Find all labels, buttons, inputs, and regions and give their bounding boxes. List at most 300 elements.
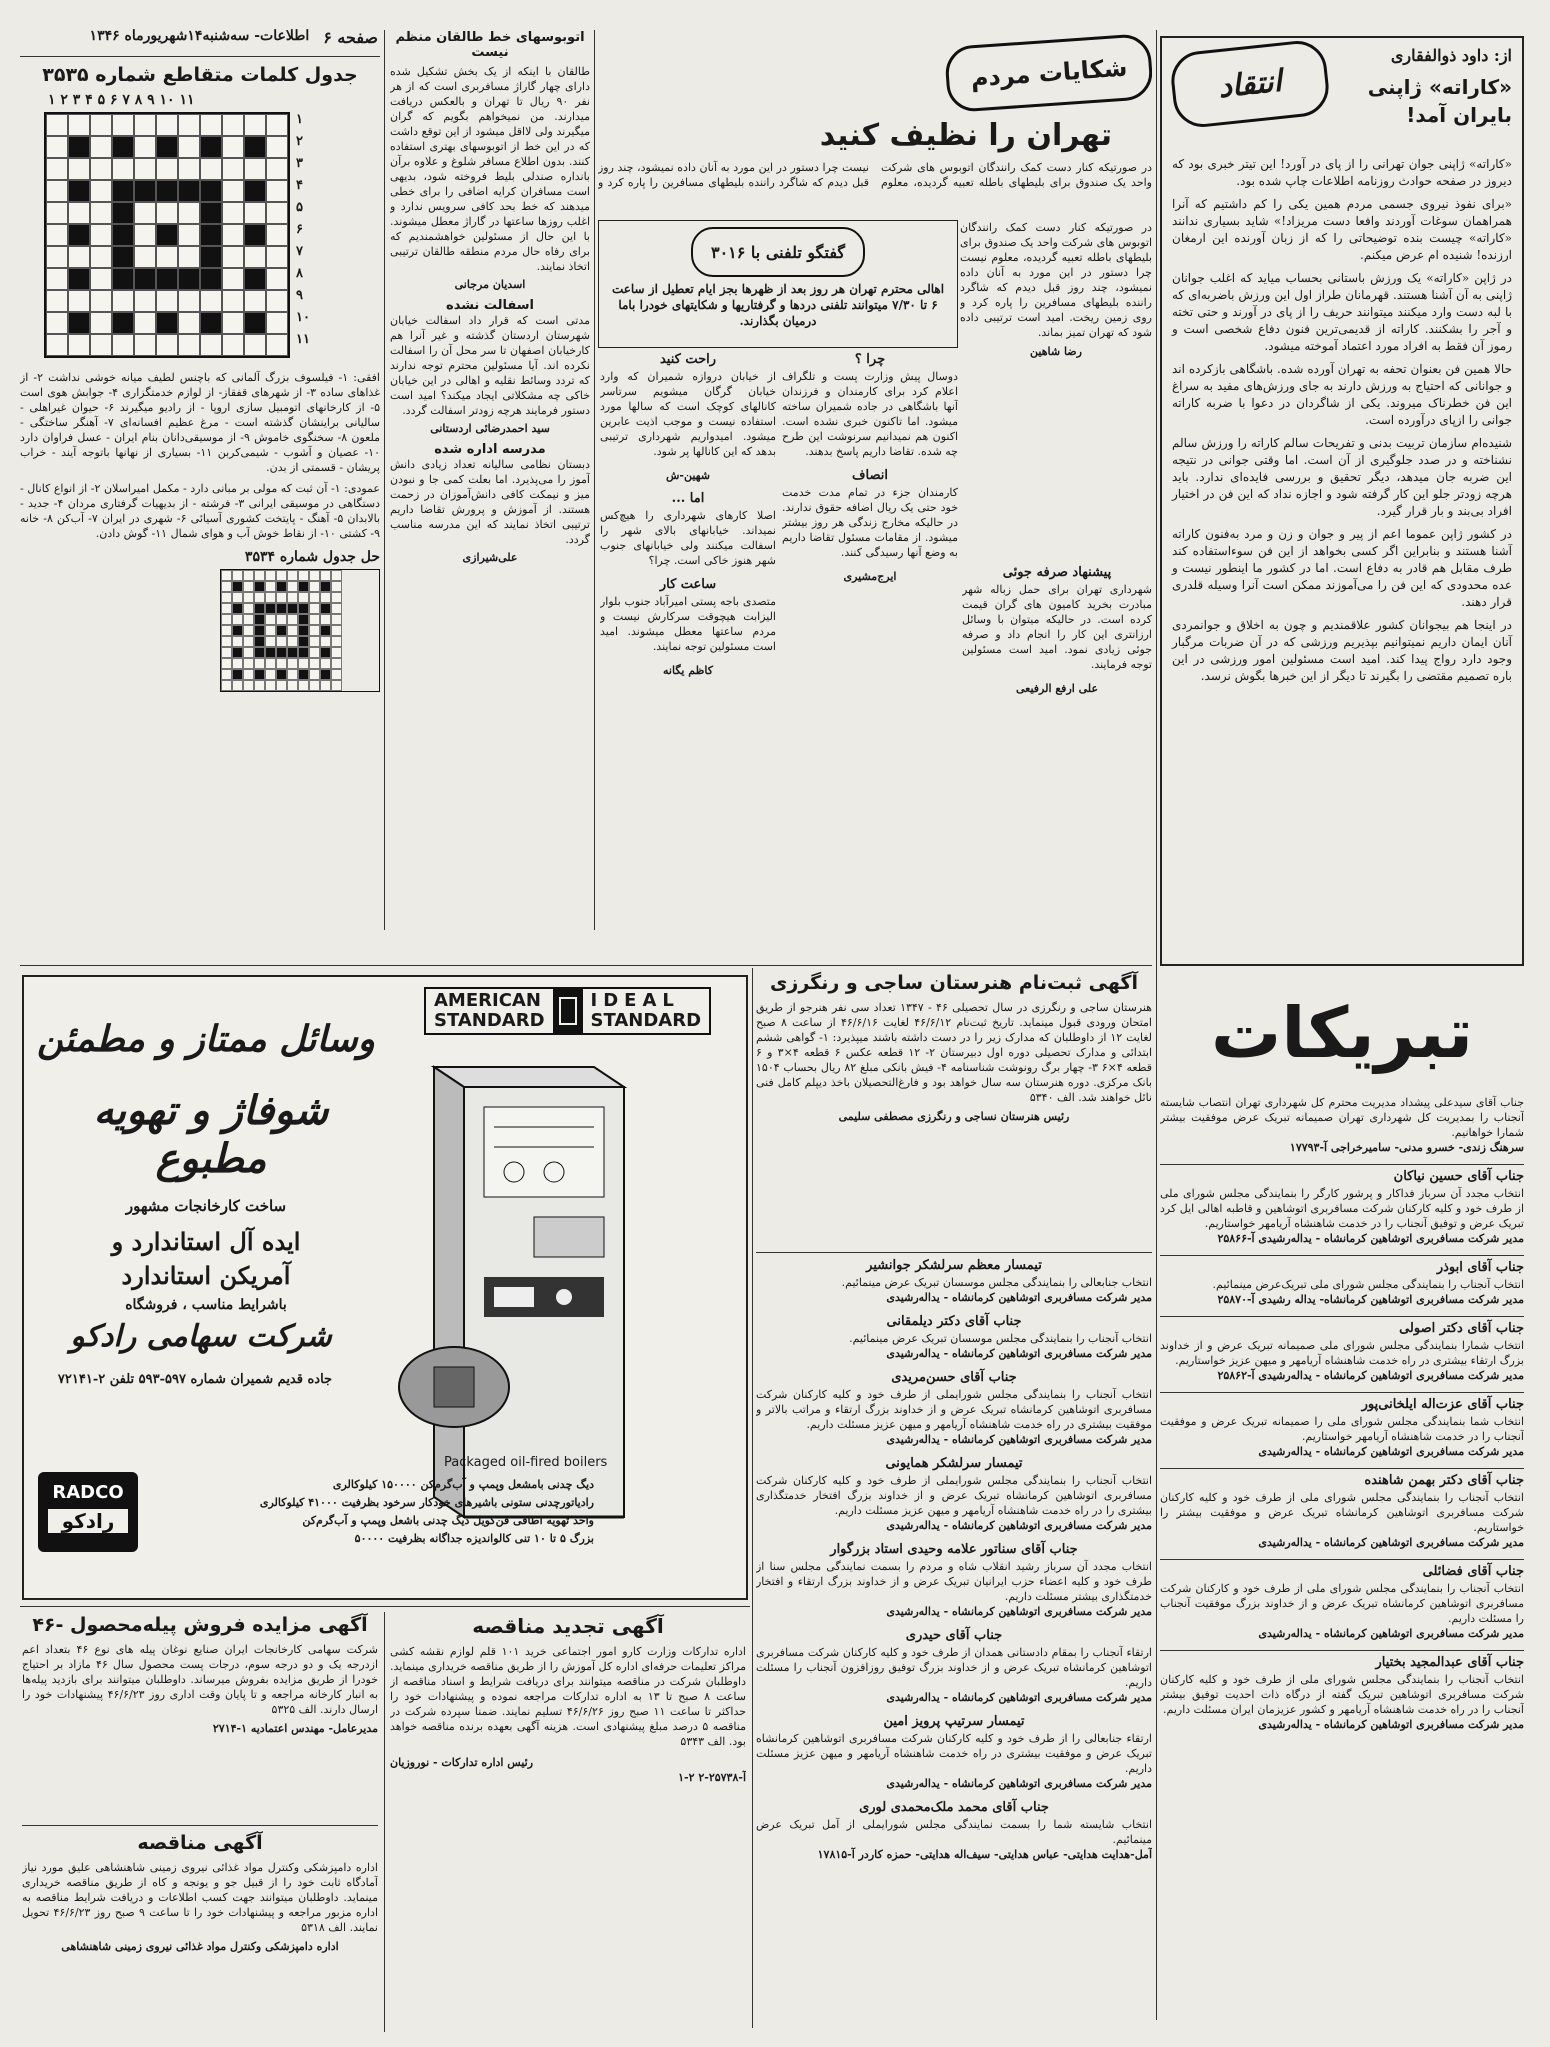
crossword-cell xyxy=(232,669,243,680)
crossword-cell xyxy=(243,647,254,658)
crossword-cell[interactable] xyxy=(244,224,266,246)
crossword-cell[interactable] xyxy=(90,202,112,224)
crossword-answer-grid xyxy=(220,569,380,692)
crossword-cell[interactable] xyxy=(222,268,244,290)
bus-headline: اتوبوسهای خط طالقان منظم نیست xyxy=(395,30,585,60)
congrats-sign: مدیر شرکت مسافربری اتوشاهین کرمانشاه - یداله‌رشیدی xyxy=(886,1777,1152,1790)
tabrikat-item-sign: مدیر شرکت مسافربری اتوشاهین کرمانشاه - یداله‌رشیدی xyxy=(1258,1627,1524,1640)
crossword-cell[interactable] xyxy=(178,290,200,312)
crossword-cell[interactable] xyxy=(266,202,288,224)
crossword-cell[interactable] xyxy=(156,202,178,224)
crossword-cell[interactable] xyxy=(112,180,134,202)
crossword-cell[interactable] xyxy=(200,268,222,290)
crossword-cell[interactable] xyxy=(46,290,68,312)
crossword-cell[interactable] xyxy=(244,136,266,158)
critique-title: «کاراته» ژاپنی بایران آمد! xyxy=(1367,75,1512,127)
crossword-cell xyxy=(254,625,265,636)
phone-item-body: اصلا کارهای شهرداری را هیچ‌کس نمیداند. خیابانهای بالای شهر را اسفالت میکنند ولی خیابانهای جنوب شهر هنوز خاکی است. چرا؟ xyxy=(600,509,776,567)
crossword-cell[interactable] xyxy=(46,224,68,246)
crossword-cell[interactable] xyxy=(112,312,134,334)
congrats-body: انتخاب آنجناب را بنمایندگی مجلس شورایملی از طرف خود و کلیه کارکنان شرکت مسافربری اتوشاهین کرمانشاه تبریک عرض و از خداوند بزرگ ارتقاء و مراتب بالاتر و موفقیت بیشتری در راه خدمت شاهنشاه آریامهر و میهن عزیز مسئلت داریم. xyxy=(756,1388,1152,1431)
shekayat-side-signature: رضا شاهین xyxy=(1030,345,1082,358)
crossword-cell xyxy=(331,570,342,581)
crossword-cell[interactable] xyxy=(156,290,178,312)
tender-ad-title: آگهی تجدید مناقصه xyxy=(472,1614,664,1638)
phone-notice: اهالی محترم تهران هر روز بعد از ظهرها بجز ایام تعطیل از ساعت ۶ تا ۷/۳۰ میتوانند تلفنی دردها و گرفتاریها و شکایتهای خودرا باما درمیان بگذارند. xyxy=(611,282,945,328)
crossword-cell xyxy=(265,658,276,669)
crossword-cell[interactable] xyxy=(46,180,68,202)
crossword-cell[interactable] xyxy=(90,334,112,356)
tender-ad-body: اداره تدارکات وزارت کارو امور اجتماعی خرید ۱۰۱ قلم لوازم نقشه کشی مراکز تعلیمات حرفه‌ای اداره کل آموزش را از طریق مناقصه خریداری مینماید. داوطلبان شرکت در مناقصه میتوانند برای دریافت شرایط و اسناد مناقصه از ساعت ۸ صبح تا ۱۳ به اداره تدارکات مراجعه نموده و پیشنهادات خود را حداکثر تا ساعت ۱۱ صبح روز ۴۶/۶/۲۶ تسلیم نمایند. ضمنا سپرده شرکت در مناقصه ۵ درصد مبلغ پیشنهادی است. هزینه آگهی بعهده برنده مناقصه خواهد بود. الف ۵۳۴۳ xyxy=(390,1645,746,1748)
crossword-cell[interactable] xyxy=(156,180,178,202)
crossword-cell xyxy=(309,658,320,669)
crossword-cell xyxy=(298,614,309,625)
crossword-cell[interactable] xyxy=(178,180,200,202)
crossword-cell xyxy=(276,581,287,592)
crossword-cell[interactable] xyxy=(134,312,156,334)
crossword-cell xyxy=(298,625,309,636)
crossword-cell[interactable] xyxy=(244,268,266,290)
crossword-cell[interactable] xyxy=(266,136,288,158)
crossword-cell[interactable] xyxy=(222,158,244,180)
crossword-cell[interactable] xyxy=(244,114,266,136)
crossword-cell[interactable] xyxy=(200,224,222,246)
crossword-cell xyxy=(221,669,232,680)
crossword-cell[interactable] xyxy=(178,202,200,224)
crossword-clues-vertical: عمودی: ۱- آن ثبت که مولی بر مبانی دارد - مکمل امیراسلان ۲- از انواع کانال - دستگاهی در موسیقی ایرانی ۳- فرشته - از بدیهیات گرفتاری مردان ۴- جدید - بالابدان ۵- آهنگ - پایتخت کشوری آسیائی ۶- شهری در ایران ۷- آب‌کن ۸- خانه ۹- کشتی ۱۰- از نقاط خوش آب و هوای شمال ۱۱- گوش دادن. xyxy=(20,482,380,540)
crossword-cell[interactable] xyxy=(46,334,68,356)
crossword-cell xyxy=(243,625,254,636)
crossword-cell[interactable] xyxy=(200,114,222,136)
phone-logo xyxy=(691,227,865,277)
congrats-title: جناب آقای حسن‌مریدی xyxy=(891,1370,1017,1385)
critique-author: از: داود ذوالفقاری xyxy=(1390,46,1512,65)
phone-item-body: دوسال پیش وزارت پست و تلگراف اعلام کرد برای کارمندان و فرزندان آنها باشگاهی در جاده شمیران ساخته میشود. اما تاکنون خبری نشده است. اکنون هم نمیدانیم سرنوشت این طرح چه شده. تقاضا داریم پاسخ بدهند. xyxy=(782,370,958,458)
crossword-cell[interactable] xyxy=(178,158,200,180)
crossword-cell[interactable] xyxy=(134,202,156,224)
crossword-cell xyxy=(243,603,254,614)
crossword-cell[interactable] xyxy=(156,312,178,334)
crossword-cell[interactable] xyxy=(68,158,90,180)
phone-items-col-mid xyxy=(600,352,776,912)
crossword-cell[interactable] xyxy=(200,158,222,180)
crossword-cell xyxy=(254,603,265,614)
crossword-cell[interactable] xyxy=(90,136,112,158)
crossword-cell xyxy=(276,636,287,647)
crossword-cell[interactable] xyxy=(68,202,90,224)
crossword-answer-title: حل جدول شماره ۳۵۳۴ xyxy=(244,549,380,565)
critique-paragraph: شنیده‌ام سازمان تربیت بدنی و تفریحات سالم کاراته را ورزش سالم نشناخته و در صدد جلوگیری از آن است. اما وقتی جوانی در نتیجه این ضربه جان میدهد، دیگر تحقیق و بررسی فایده‌ای ندارد. باید هرچه زودتر جلو این کار گرفته شود و اجازه نداد که این فن در اختیار افراد بی‌بند و بار قرار گیرد. xyxy=(1172,436,1512,518)
crossword-cell xyxy=(265,592,276,603)
crossword-cell[interactable] xyxy=(134,136,156,158)
crossword-cell xyxy=(276,614,287,625)
congrats-item xyxy=(756,1456,1152,1533)
heater-spec: رادیاتورچدنی ستونی باشیرهای خودکار سرخود بظرفیت ۴۱۰۰۰ کیلوکالری xyxy=(259,1496,594,1509)
crossword-cell xyxy=(309,603,320,614)
tabrikat-item-title: جناب آقای ابوذر xyxy=(1436,1260,1524,1275)
crossword-cell xyxy=(265,603,276,614)
crossword-cell[interactable] xyxy=(178,268,200,290)
tabrikat-item-sign: مدیر شرکت مسافربری اتوشاهین کرمانشاه- یداله رشیدی آ-۲۵۸۷۰ xyxy=(1217,1293,1524,1306)
crossword-cell xyxy=(221,603,232,614)
crossword-cell[interactable] xyxy=(68,290,90,312)
crossword-cell[interactable] xyxy=(222,114,244,136)
heater-headline-1: وسائل ممتاز و مطمئن xyxy=(37,1018,375,1060)
crossword-cell[interactable] xyxy=(134,180,156,202)
shekayat-logo-text: شکایات مردم xyxy=(969,53,1129,93)
crossword-cell xyxy=(331,603,342,614)
crossword-cell[interactable] xyxy=(244,312,266,334)
crossword-cell xyxy=(331,658,342,669)
heater-brand-ideal: IDEAL xyxy=(590,990,680,1011)
tabrikat-title: تبریکات xyxy=(1210,991,1474,1074)
crossword-cell[interactable] xyxy=(46,312,68,334)
crossword-cell[interactable] xyxy=(134,114,156,136)
crossword-cell[interactable] xyxy=(90,312,112,334)
crossword-cell xyxy=(265,581,276,592)
crossword-cell xyxy=(254,680,265,691)
crossword-cell xyxy=(265,570,276,581)
crossword-cell xyxy=(320,647,331,658)
crossword-cell xyxy=(254,592,265,603)
crossword-grid[interactable] xyxy=(44,112,290,358)
crossword-cell[interactable] xyxy=(68,334,90,356)
crossword-cell[interactable] xyxy=(266,334,288,356)
heater-brand-standard-right: STANDARD xyxy=(590,1010,702,1031)
crossword-cell[interactable] xyxy=(90,268,112,290)
crossword-cell[interactable] xyxy=(222,334,244,356)
crossword-cell xyxy=(287,680,298,691)
crossword-cell xyxy=(254,636,265,647)
crossword-cell xyxy=(221,680,232,691)
school-ad-body: هنرستان ساجی و رنگرزی در سال تحصیلی ۴۶ - ۱۳۴۷ تعداد سی نفر هنرجو از طریق امتحان ورودی قبول مینماید. تاریخ ثبت‌نام ۴۶/۶/۱۲ لغایت ۴۶/۶/۱۶ از ساعت ۸ صبح لغایت ۱۲ از داوطلبان که مدارک زیر را در دست داشته باشند میپذیرد: ۱- گواهی ششم ابتدائی و مدارک تحصیلی دوره اول دبیرستان ۲- ۱۲ قطعه عکس ۶ قطعه ۴×۳ و ۶ قطعه ۴×۶ ۳- چهار برگ رونوشت شناسنامه ۴- فیش بانکی مبلغ ۸۲ ریال بحساب ۱۵۰۴ بانک مرکزی. دوره هنرستان سه سال خواهد بود و فارغ‌التحصیلان باخذ دیپلم کامل فنی نائل خواهند شد. الف ۵۳۴۰ xyxy=(756,1001,1152,1104)
crossword-cell[interactable] xyxy=(244,202,266,224)
congrats-sign: مدیر شرکت مسافربری اتوشاهین کرمانشاه - یداله‌رشیدی xyxy=(886,1347,1152,1360)
radco-logo xyxy=(38,1472,138,1552)
crossword-cell[interactable] xyxy=(90,246,112,268)
phone-item-title: انصاف xyxy=(852,468,888,483)
critique-logo-text: انتقاد xyxy=(1216,63,1284,105)
crossword-cell xyxy=(232,647,243,658)
crossword-cell[interactable] xyxy=(112,246,134,268)
crossword-cell[interactable] xyxy=(112,158,134,180)
crossword-cell xyxy=(243,592,254,603)
crossword-cell[interactable] xyxy=(222,312,244,334)
crossword-cell xyxy=(221,658,232,669)
congrats-item xyxy=(756,1542,1152,1619)
crossword-cell xyxy=(232,614,243,625)
tabrikat-item-title: جناب آقای حسین نیاکان xyxy=(1393,1169,1524,1184)
crossword-cell[interactable] xyxy=(222,246,244,268)
crossword-cell[interactable] xyxy=(222,136,244,158)
congrats-title: جناب آقای سناتور علامه وحیدی استاد بزرگوار xyxy=(830,1542,1078,1557)
crossword-cell xyxy=(265,614,276,625)
crossword-cell[interactable] xyxy=(156,334,178,356)
crossword-section xyxy=(20,60,380,930)
crossword-cell[interactable] xyxy=(222,180,244,202)
phone-item-title: راحت کنید xyxy=(659,352,717,367)
crossword-cell xyxy=(320,570,331,581)
bus-article-body: طالقان با اینکه از یک بخش تشکیل شده دارای چهار گاراژ مسافربری است که از هر نفر ۹۰ ریال تا تهران و بالعکس دریافت میدارند. من نمیخواهم بگویم که گران میگیرند ولی لااقل میشود از این توقع داشت که در این خط از اتوبوسهای بهتری استفاده کنند. بدون اطلاع مسافر شلوغ و علاوه برآن بانداره صندلی بلیط فروخته شود، بدیهی است مسافران کرایه اضافی را برای خطی میدهند که خط بحد کافی سرویس ندارد و اغلب روزها ساعتها در گاراژ معطل میشوند. با این حال از مسئولین خواهشمندیم که برای رفاه حال مردم منطقه طالقان ترتیبی اتخاذ نمایند. xyxy=(390,65,590,273)
phone-items-col-left xyxy=(962,565,1152,925)
crossword-cell xyxy=(254,570,265,581)
row-number: ۲ xyxy=(296,134,303,149)
crossword-cell xyxy=(243,636,254,647)
phone-item-title: ساعت کار xyxy=(659,577,717,592)
tabrikat-item-sign: مدیر شرکت مسافربری اتوشاهین کرمانشاه - یداله‌رشیدی xyxy=(1258,1718,1524,1731)
crossword-cell xyxy=(232,636,243,647)
crossword-cell[interactable] xyxy=(112,114,134,136)
crossword-cell[interactable] xyxy=(244,290,266,312)
tabrikat-item-sign: مدیر شرکت مسافربری اتوشاهین کرمانشاه - یداله‌رشیدی آ-۲۵۸۶۲ xyxy=(1217,1369,1524,1382)
congrats-title: جناب آقای محمد ملک‌محمدی لوری xyxy=(859,1800,1049,1815)
crossword-cell xyxy=(265,647,276,658)
tabrikat-item-title: جناب آقای دکتر بهمن شاهنده xyxy=(1364,1473,1524,1488)
tabrikat-item-body: انتخاب شمارا بنمایندگی مجلس شورای ملی صمیمانه تبریک عرض و از خداوند بزرگ ارتقاء بیشتری در راه خدمت شاهنشاه آریامهر و میهن عزیز خواستاریم. xyxy=(1160,1339,1524,1367)
crossword-cell xyxy=(243,581,254,592)
tabrikat-item-sign: مدیر شرکت مسافربری اتوشاهین کرمانشاه - یداله‌رشیدی آ-۲۵۸۶۶ xyxy=(1217,1232,1524,1245)
crossword-cell[interactable] xyxy=(46,246,68,268)
crossword-cell[interactable] xyxy=(90,224,112,246)
cocoon-ad-sign: مدیرعامل- مهندس اعتمادیه ۱-۲۷۱۴ xyxy=(212,1722,378,1735)
heater-spec: دیگ چدنی بامشعل وپمپ و آب‌گرم‌کن ۱۵۰۰۰۰ کیلوکالری xyxy=(332,1478,594,1491)
tabrikat-item-body: انتخاب آنجناب را بنمایندگی مجلس شورای ملی تبریک‌عرض مینمائیم. xyxy=(1212,1278,1524,1291)
crossword-cell[interactable] xyxy=(90,180,112,202)
critique-column xyxy=(1160,36,1524,966)
crossword-cell[interactable] xyxy=(68,246,90,268)
crossword-cell xyxy=(331,647,342,658)
school-ad-title: آگهی ثبت‌نام هنرستان ساجی و رنگرزی xyxy=(770,972,1138,994)
issue-date: اطلاعات- سه‌شنبه۱۴شهریورماه ۱۳۴۶ xyxy=(89,28,310,44)
critique-logo xyxy=(1168,38,1331,130)
crossword-cell[interactable] xyxy=(156,224,178,246)
shekayat-intro: در صورتیکه کنار دست کمک رانندگان اتوبوس های شرکت واحد یک صندوق برای بلیطهای باطله تعبیه گردیده، معلوم نیست چرا دستور در این مورد به آنان داده نمیشود، چند روز قبل دیدم که شاگرد راننده بلیطهای مسافرین را پاره کرد و xyxy=(598,161,1152,189)
crossword-cell xyxy=(309,636,320,647)
crossword-cell[interactable] xyxy=(68,136,90,158)
crossword-cell[interactable] xyxy=(90,290,112,312)
crossword-cell[interactable] xyxy=(244,158,266,180)
crossword-cell[interactable] xyxy=(156,268,178,290)
crossword-cell xyxy=(265,680,276,691)
crossword-cell[interactable] xyxy=(68,312,90,334)
row-number: ۹ xyxy=(296,288,303,303)
crossword-cell[interactable] xyxy=(112,290,134,312)
congrats-title: تیمسار سرلشکر همایونی xyxy=(885,1456,1023,1471)
crossword-cell[interactable] xyxy=(200,136,222,158)
tabrikat-item-title: جناب آقای فضائلی xyxy=(1422,1564,1524,1579)
article-school-title: مدرسه اداره شده xyxy=(434,442,546,457)
crossword-cell xyxy=(331,625,342,636)
crossword-cell xyxy=(309,669,320,680)
crossword-cell[interactable] xyxy=(112,224,134,246)
boiler-icon xyxy=(394,1047,644,1547)
crossword-cell[interactable] xyxy=(134,290,156,312)
congrats-sign: مدیر شرکت مسافربری اتوشاهین کرمانشاه - یداله‌رشیدی xyxy=(886,1519,1152,1532)
crossword-cell xyxy=(287,647,298,658)
crossword-cell[interactable] xyxy=(46,268,68,290)
crossword-cell[interactable] xyxy=(266,114,288,136)
crossword-cell[interactable] xyxy=(112,202,134,224)
crossword-cell xyxy=(232,592,243,603)
crossword-cell[interactable] xyxy=(112,334,134,356)
crossword-cell[interactable] xyxy=(200,202,222,224)
row-number: ۱۰ xyxy=(296,310,310,325)
shekayat-side-text xyxy=(960,220,1152,560)
crossword-cell[interactable] xyxy=(244,246,266,268)
tabrikat-item xyxy=(1160,1095,1524,1155)
congrats-item xyxy=(756,1800,1152,1862)
crossword-cell[interactable] xyxy=(90,158,112,180)
congrats-sign: مدیر شرکت مسافربری اتوشاهین کرمانشاه - یداله‌رشیدی xyxy=(886,1691,1152,1704)
crossword-cell[interactable] xyxy=(222,202,244,224)
school-ad xyxy=(756,968,1152,1248)
crossword-cell[interactable] xyxy=(46,202,68,224)
crossword-cell[interactable] xyxy=(90,114,112,136)
tender-ad-sign: رئیس اداره تدارکات - نوروزیان xyxy=(390,1756,534,1769)
crossword-cell[interactable] xyxy=(46,114,68,136)
crossword-cell xyxy=(320,658,331,669)
tabrikat-item-body: انتخاب شما بنمایندگی مجلس شورای ملی را صمیمانه تبریک عرض و موفقیت آنجناب را در خدمت شاهنشاه آریامهر خواستاریم. xyxy=(1160,1415,1524,1443)
crossword-cell xyxy=(232,570,243,581)
heater-ad xyxy=(22,975,748,1600)
heater-caption: Packaged oil-fired boilers xyxy=(444,1455,608,1470)
crossword-cell xyxy=(221,647,232,658)
crossword-cell[interactable] xyxy=(156,136,178,158)
crossword-cell[interactable] xyxy=(46,158,68,180)
phone-box xyxy=(598,220,958,348)
crossword-cell[interactable] xyxy=(134,158,156,180)
crossword-cell xyxy=(331,592,342,603)
crossword-cell xyxy=(287,669,298,680)
crossword-cell[interactable] xyxy=(134,246,156,268)
tabrikat-header xyxy=(1160,975,1524,1090)
tabrikat-item-body: انتخاب آنجناب را بنمایندگی مجلس شورای ملی از طرف خود و کلیه کارکنان شرکت مسافربری اتوشاهین تبریک گفته از درگاه ذات احدیت توفیق بیشتر آنجناب را در راه خدمت شاهنشاه آریامهر و کشور عزیزمان ایران مسئلت داریم. xyxy=(1160,1673,1524,1716)
row-number: ۶ xyxy=(296,222,303,237)
crossword-cell xyxy=(243,680,254,691)
row-number: ۱۱ xyxy=(296,332,310,347)
crossword-cell[interactable] xyxy=(156,246,178,268)
crossword-cell[interactable] xyxy=(266,246,288,268)
crossword-cell[interactable] xyxy=(112,268,134,290)
congrats-item xyxy=(756,1314,1152,1361)
crossword-cell[interactable] xyxy=(112,136,134,158)
crossword-cell xyxy=(276,669,287,680)
tender-ad-code: آ-۲۵۷۳۸-۲ ۲-۱ xyxy=(678,1771,746,1784)
tabrikat-item xyxy=(1160,1655,1524,1732)
crossword-cell[interactable] xyxy=(178,246,200,268)
crossword-cell[interactable] xyxy=(200,312,222,334)
crossword-cell xyxy=(320,603,331,614)
crossword-cell[interactable] xyxy=(178,312,200,334)
crossword-cell[interactable] xyxy=(68,114,90,136)
crossword-cell[interactable] xyxy=(46,136,68,158)
crossword-cell xyxy=(232,625,243,636)
crossword-cell[interactable] xyxy=(200,180,222,202)
tabrikat-item-body: انتخاب آنجناب را بنمایندگی مجلس شورای ملی از طرف خود و کلیه کارکنان شرکت مسافربری اتوشاهین کرمانشاه تبریک عرض و موفقیت بیشتر را خواستاریم. xyxy=(1160,1491,1524,1534)
phone-item-body: از خیابان دروازه شمیران که وارد خیابان گرگان میشویم سرتاسر کانالهای کوچک است که سالها مورد استفاده نیست و موجب اذیت عابرین میشود. امیدواریم شهرداری ترتیبی بدهد که این کانالها پر شود. xyxy=(600,370,776,458)
tabrikat-item-body: انتخاب آنجناب را بنمایندگی مجلس شورای ملی از طرف خود و کارکنان شرکت مسافربری اتوشاهین کرمانشاه تبریک عرض و از خداوند بزرگ موفقیت آنجناب را مسئلت داریم. xyxy=(1160,1582,1524,1625)
crossword-cell xyxy=(320,592,331,603)
crossword-cell xyxy=(309,625,320,636)
phone-item-title: چرا ؟ xyxy=(854,352,886,367)
boiler-illustration xyxy=(394,1047,644,1547)
crossword-cell[interactable] xyxy=(200,290,222,312)
heater-brand-logo xyxy=(424,987,711,1035)
crossword-cell[interactable] xyxy=(244,334,266,356)
crossword-cell[interactable] xyxy=(222,224,244,246)
crossword-cell[interactable] xyxy=(222,290,244,312)
crossword-cell[interactable] xyxy=(156,114,178,136)
crossword-cell[interactable] xyxy=(178,136,200,158)
crossword-cell[interactable] xyxy=(178,224,200,246)
crossword-cell xyxy=(243,570,254,581)
phone-items-col-right xyxy=(782,352,958,912)
crossword-cell[interactable] xyxy=(266,312,288,334)
monaghese-ad-sign: اداره دامپزشکی وکنترل مواد غذائی نیروی زمینی شاهنشاهی xyxy=(61,1940,339,1953)
crossword-cell[interactable] xyxy=(68,180,90,202)
crossword-cell xyxy=(243,614,254,625)
tender-ad xyxy=(390,1612,746,2032)
crossword-cell[interactable] xyxy=(68,268,90,290)
crossword-cell xyxy=(221,581,232,592)
crossword-cell[interactable] xyxy=(134,334,156,356)
tabrikat-item-sign: مدیر شرکت مسافربری اتوشاهین کرمانشاه - یداله‌رشیدی xyxy=(1258,1445,1524,1458)
crossword-cell[interactable] xyxy=(266,290,288,312)
crossword-col-numbers: ۱ ۲ ۳ ۴ ۵ ۶ ۷ ۸ ۹ ۱۰ ۱۱ xyxy=(48,92,195,108)
crossword-cell[interactable] xyxy=(178,334,200,356)
crossword-cell[interactable] xyxy=(266,224,288,246)
crossword-cell xyxy=(232,581,243,592)
crossword-cell[interactable] xyxy=(200,334,222,356)
crossword-cell xyxy=(243,669,254,680)
crossword-cell[interactable] xyxy=(244,180,266,202)
crossword-cell xyxy=(298,647,309,658)
bus-article-signature: اسدیان مرجانی xyxy=(454,278,526,291)
congrats-body: ارتقاء آنجناب را بمقام دادستانی همدان از طرف خود و کلیه کارکنان شرکت مسافربری اتوشاهین کرمانشاه تبریک عرض و از خداوند بزرگ توفیق روزافزون آنجناب را مسئلت داریم. xyxy=(756,1646,1152,1689)
crossword-cell[interactable] xyxy=(134,268,156,290)
congrats-body: انتخاب آنجناب را بنمایندگی مجلس شورایملی از طرف خود و کلیه کارکنان شرکت مسافربری اتوشاهین کرمانشاه تبریک عرض و از خداوند بزرگ افتخار خدمتگذاری بیشتری را در راه خدمت شاهنشاه آریامهر و میهن عزیز مسئلت داریم. xyxy=(756,1474,1152,1517)
crossword-cell xyxy=(298,680,309,691)
crossword-cell xyxy=(331,636,342,647)
crossword-cell[interactable] xyxy=(266,158,288,180)
crossword-cell[interactable] xyxy=(134,224,156,246)
heater-made-by: ساخت کارخانجات مشهور xyxy=(125,1197,287,1215)
crossword-cell[interactable] xyxy=(200,246,222,268)
phone-item-body: شهرداری تهران برای حمل زباله شهر مبادرت بخرید کامیون های گران قیمت کرده است. در حالیکه میتوان با وسائل ارزانتری این کار را انجام داد و صرفه جوئی زیادی نمود. امید است مسئولین توجه فرمایند. xyxy=(962,583,1152,671)
crossword-row-numbers xyxy=(296,112,310,358)
letters-column xyxy=(390,30,590,930)
tabrikat-item-body: جناب آقای سیدعلی پیشداد مدیریت محترم کل شهرداری تهران انتصاب شایسته آنجناب را بمدیریت کل شهرداری تهران صمیمانه تبریک عرض موفقیت بیشتر شمارا خواهانیم. xyxy=(1160,1096,1524,1139)
crossword-cell[interactable] xyxy=(68,224,90,246)
heater-spec: بزرگ ۵ تا ۱۰ تنی کالواندیزه جداگانه بظرفیت ۵۰۰۰۰ xyxy=(354,1532,594,1545)
crossword-cell xyxy=(287,570,298,581)
heater-brand-standard-left: STANDARD xyxy=(434,1010,545,1031)
crossword-cell xyxy=(331,581,342,592)
crossword-cell[interactable] xyxy=(266,268,288,290)
crossword-cell xyxy=(298,570,309,581)
school-ad-signature: رئیس هنرستان نساجی و رنگرزی مصطفی سلیمی xyxy=(838,1110,1070,1123)
crossword-cell[interactable] xyxy=(156,158,178,180)
crossword-cell[interactable] xyxy=(178,114,200,136)
crossword-cell[interactable] xyxy=(266,180,288,202)
crossword-cell xyxy=(276,658,287,669)
crossword-cell xyxy=(287,625,298,636)
congrats-title: تیمسار سرتیپ پرویز امین xyxy=(883,1714,1025,1729)
crossword-cell xyxy=(276,647,287,658)
crossword-cell xyxy=(243,658,254,669)
phone-logo-text: گفتگو تلفنی با ۳۰۱۶ xyxy=(710,242,846,262)
congrats-title: جناب آقای دکتر دیلمقانی xyxy=(886,1314,1022,1329)
